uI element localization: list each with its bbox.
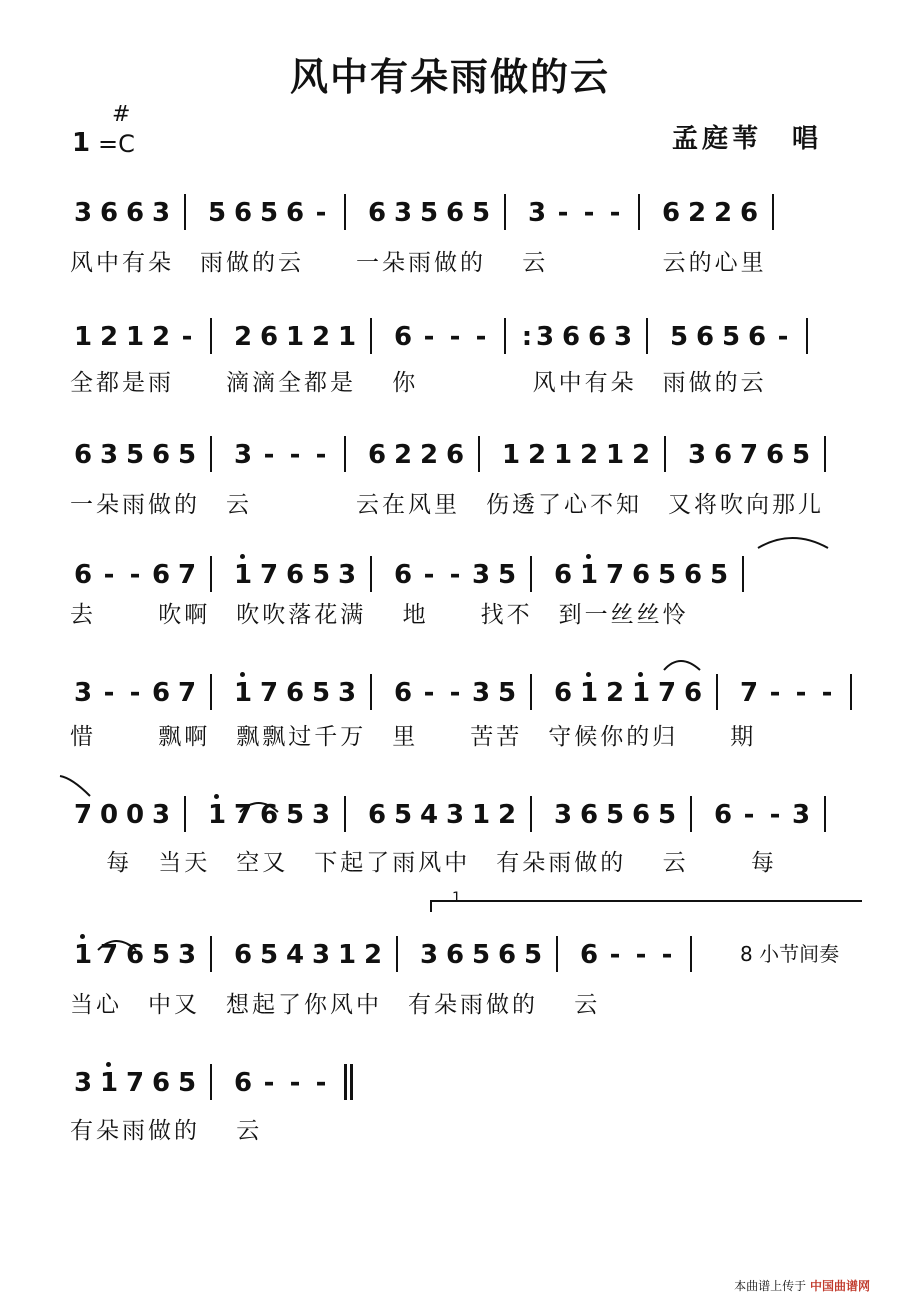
note: 5 (471, 940, 491, 970)
note: - (609, 198, 621, 228)
note: 5 (259, 198, 279, 228)
note: 6 (713, 800, 733, 830)
note: - (795, 678, 807, 708)
note: 7 (99, 940, 119, 970)
note: 3 (177, 940, 197, 970)
note: 2 (311, 322, 331, 352)
barline (690, 936, 692, 972)
note: 2 (363, 940, 383, 970)
note: 3 (151, 800, 171, 830)
note: 2 (713, 198, 733, 228)
note: 6 (285, 560, 305, 590)
note: 5 (721, 322, 741, 352)
note: 5 (497, 678, 517, 708)
note: 2 (527, 440, 547, 470)
note: 1 (73, 940, 93, 970)
note: 1 (233, 560, 253, 590)
note: 6 (151, 560, 171, 590)
note: 5 (523, 940, 543, 970)
barline (716, 674, 718, 710)
note: 7 (259, 678, 279, 708)
note: - (263, 440, 275, 470)
note: - (181, 322, 193, 352)
note: 4 (419, 800, 439, 830)
note: - (609, 940, 621, 970)
note: - (103, 678, 115, 708)
note: - (263, 1068, 275, 1098)
note: 3 (419, 940, 439, 970)
lyric-line: 每 当天 空又 下起了雨风中 有朵雨做的 云 每 (70, 850, 777, 876)
note: 7 (739, 678, 759, 708)
note: 3 (311, 940, 331, 970)
note: - (103, 560, 115, 590)
barline (184, 796, 186, 832)
note: 3 (613, 322, 633, 352)
barline (530, 556, 532, 592)
note: 3 (99, 440, 119, 470)
note: 1 (73, 322, 93, 352)
note: 6 (393, 678, 413, 708)
barline (210, 936, 212, 972)
note: 2 (419, 440, 439, 470)
note: 7 (605, 560, 625, 590)
note: 2 (233, 322, 253, 352)
note: 1 (285, 322, 305, 352)
note: 3 (471, 678, 491, 708)
lyric-line: 去 吹啊 吹吹落花满 地 找不 到一丝丝怜 (70, 602, 689, 628)
note: 4 (285, 940, 305, 970)
note: 2 (687, 198, 707, 228)
key-equals: =C (98, 130, 135, 158)
lyric-line: 一朵雨做的 云 云在风里 伤透了心不知 又将吹向那儿 (70, 492, 824, 518)
note: 7 (177, 678, 197, 708)
note: 6 (713, 440, 733, 470)
lyric-line: 惜 飘啊 飘飘过千万 里 苦苦 守候你的归 期 (70, 724, 757, 750)
barline (806, 318, 808, 354)
note: 3 (311, 800, 331, 830)
note: 7 (125, 1068, 145, 1098)
note: 6 (695, 322, 715, 352)
note: - (315, 198, 327, 228)
note: 6 (739, 198, 759, 228)
barline (824, 436, 826, 472)
note: 3 (535, 322, 555, 352)
note: 6 (497, 940, 517, 970)
barline (742, 556, 744, 592)
note: 6 (285, 678, 305, 708)
note: 6 (151, 1068, 171, 1098)
barline (344, 436, 346, 472)
note: 0 (99, 800, 119, 830)
note: - (475, 322, 487, 352)
note: 1 (605, 440, 625, 470)
high-octave-dot (586, 554, 591, 559)
barline (504, 194, 506, 230)
note: 1 (125, 322, 145, 352)
note: 7 (739, 440, 759, 470)
note: 3 (233, 440, 253, 470)
note: 5 (177, 440, 197, 470)
note: 2 (631, 440, 651, 470)
note: 5 (709, 560, 729, 590)
note: 0 (125, 800, 145, 830)
note: 7 (657, 678, 677, 708)
song-title: 风中有朵雨做的云 (289, 55, 610, 99)
high-octave-dot (638, 672, 643, 677)
note: - (423, 560, 435, 590)
lyric-line: 全都是雨 滴滴全都是 你 风中有朵 雨做的云 (70, 370, 767, 396)
note: 5 (177, 1068, 197, 1098)
footer-credit (734, 1277, 870, 1294)
barline (638, 194, 640, 230)
note: - (315, 1068, 327, 1098)
note: 1 (233, 678, 253, 708)
note: 7 (73, 800, 93, 830)
note: 3 (687, 440, 707, 470)
footer-brand: 中国曲谱网 (809, 1279, 870, 1293)
note: 1 (553, 440, 573, 470)
note: 2 (605, 678, 625, 708)
key-tonic: 1 (72, 128, 91, 158)
note: - (769, 800, 781, 830)
note: 7 (233, 800, 253, 830)
high-octave-dot (214, 794, 219, 799)
note: 6 (661, 198, 681, 228)
note: 5 (311, 560, 331, 590)
singer-credit: 孟庭苇 唱 (672, 124, 823, 154)
barline (664, 436, 666, 472)
note: - (315, 440, 327, 470)
note: - (423, 678, 435, 708)
barline (210, 318, 212, 354)
note: 5 (419, 198, 439, 228)
note: 5 (285, 800, 305, 830)
note: 3 (151, 198, 171, 228)
high-octave-dot (586, 672, 591, 677)
note: - (557, 198, 569, 228)
final-barline (344, 1064, 347, 1100)
note: 1 (207, 800, 227, 830)
barline (396, 936, 398, 972)
note: 2 (579, 440, 599, 470)
note: 3 (337, 678, 357, 708)
note: - (743, 800, 755, 830)
high-octave-dot (240, 672, 245, 677)
note: - (449, 322, 461, 352)
note: 1 (337, 322, 357, 352)
barline (370, 556, 372, 592)
note: 3 (73, 198, 93, 228)
note: 5 (657, 560, 677, 590)
note: 3 (73, 1068, 93, 1098)
barline (530, 674, 532, 710)
note: 3 (393, 198, 413, 228)
note: 5 (791, 440, 811, 470)
lyric-line: 当心 中又 想起了你风中 有朵雨做的 云 (70, 992, 601, 1018)
note: 6 (367, 198, 387, 228)
note: 3 (553, 800, 573, 830)
note: 2 (497, 800, 517, 830)
barline (210, 556, 212, 592)
lyric-line: 有朵雨做的 云 (70, 1118, 263, 1144)
note: 6 (367, 800, 387, 830)
high-octave-dot (80, 934, 85, 939)
sharp-icon: # (112, 102, 131, 127)
note: 6 (73, 560, 93, 590)
repeat-sign: : (521, 322, 533, 352)
note: 6 (233, 198, 253, 228)
note: 3 (73, 678, 93, 708)
note: - (777, 322, 789, 352)
first-ending-number: 1 (452, 890, 461, 906)
note: 3 (337, 560, 357, 590)
footer-prefix: 本曲谱上传于 (734, 1279, 807, 1293)
first-ending-bracket (430, 900, 862, 912)
note: 6 (233, 940, 253, 970)
note: - (129, 560, 141, 590)
note: 1 (579, 678, 599, 708)
note: - (583, 198, 595, 228)
barline (370, 674, 372, 710)
note: 6 (125, 940, 145, 970)
note: 6 (445, 198, 465, 228)
note: 3 (471, 560, 491, 590)
note: 6 (393, 322, 413, 352)
barline (646, 318, 648, 354)
note: 1 (471, 800, 491, 830)
note: 6 (445, 440, 465, 470)
note: 6 (151, 678, 171, 708)
note: 6 (631, 560, 651, 590)
note: 6 (587, 322, 607, 352)
note: 6 (99, 198, 119, 228)
note: 6 (73, 440, 93, 470)
note: 3 (527, 198, 547, 228)
note: 6 (151, 440, 171, 470)
note: 2 (393, 440, 413, 470)
barline (850, 674, 852, 710)
note: 2 (151, 322, 171, 352)
note: 6 (259, 322, 279, 352)
note: 2 (99, 322, 119, 352)
note: 7 (259, 560, 279, 590)
lyric-line: 风中有朵 雨做的云 一朵雨做的 云 云的心里 (70, 250, 767, 276)
note: 6 (125, 198, 145, 228)
note: 3 (445, 800, 465, 830)
note: 5 (657, 800, 677, 830)
note: 6 (683, 560, 703, 590)
interlude-label: 8 小节间奏 (740, 942, 840, 966)
barline (370, 318, 372, 354)
note: - (289, 440, 301, 470)
note: 3 (791, 800, 811, 830)
note: 1 (631, 678, 651, 708)
note: 5 (393, 800, 413, 830)
barline (530, 796, 532, 832)
note: 1 (501, 440, 521, 470)
barline (210, 436, 212, 472)
note: - (635, 940, 647, 970)
note: 6 (631, 800, 651, 830)
note: - (661, 940, 673, 970)
barline (772, 194, 774, 230)
note: 6 (393, 560, 413, 590)
note: 6 (579, 940, 599, 970)
barline (210, 1064, 212, 1100)
note: - (129, 678, 141, 708)
barline (184, 194, 186, 230)
barline (344, 796, 346, 832)
barline (504, 318, 506, 354)
note: - (449, 678, 461, 708)
barline (344, 194, 346, 230)
note: 6 (561, 322, 581, 352)
note: 5 (669, 322, 689, 352)
note: 5 (259, 940, 279, 970)
note: 1 (337, 940, 357, 970)
final-barline-thick (350, 1064, 353, 1100)
note: 6 (765, 440, 785, 470)
note: 6 (259, 800, 279, 830)
note: 5 (151, 940, 171, 970)
note: - (289, 1068, 301, 1098)
barline (478, 436, 480, 472)
note: - (821, 678, 833, 708)
note: 6 (683, 678, 703, 708)
barline (556, 936, 558, 972)
note: 6 (367, 440, 387, 470)
note: 6 (285, 198, 305, 228)
note: 6 (747, 322, 767, 352)
note: 6 (553, 560, 573, 590)
note: 5 (471, 198, 491, 228)
note: 5 (605, 800, 625, 830)
barline (210, 674, 212, 710)
note: 5 (311, 678, 331, 708)
note: 5 (207, 198, 227, 228)
note: - (769, 678, 781, 708)
barline (824, 796, 826, 832)
note: 1 (99, 1068, 119, 1098)
note: 6 (579, 800, 599, 830)
note: 6 (553, 678, 573, 708)
note: 5 (125, 440, 145, 470)
note: 5 (497, 560, 517, 590)
note: 6 (445, 940, 465, 970)
high-octave-dot (106, 1062, 111, 1067)
note: - (423, 322, 435, 352)
barline (690, 796, 692, 832)
high-octave-dot (240, 554, 245, 559)
note: 1 (579, 560, 599, 590)
note: - (449, 560, 461, 590)
note: 7 (177, 560, 197, 590)
note: 6 (233, 1068, 253, 1098)
